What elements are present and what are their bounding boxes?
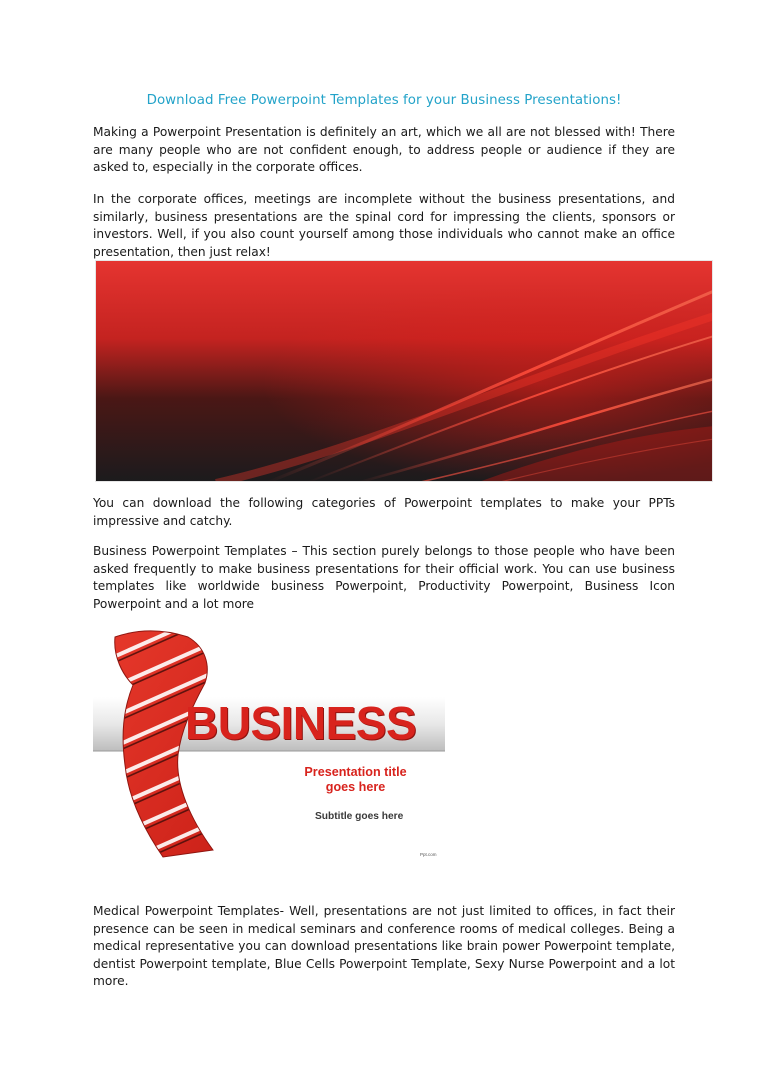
document-title: Download Free Powerpoint Templates for your Business Presentations!	[146, 93, 622, 108]
paragraph-categories: You can download the following categories of Powerpoint templates to make your PPTs impressive and catchy.	[93, 496, 675, 528]
paragraph-corporate: In the corporate offices, meetings are incomplete without the business presentations, and similarly, business presentations are the spinal cord for impressing the clients, sponsors or investors. Well, if you also count yourself among those individuals who cannot make an office presentation, then just relax!	[93, 192, 675, 259]
red-abstract-banner-image	[95, 260, 713, 482]
banner-graphic	[96, 261, 713, 482]
paragraph-intro: Making a Powerpoint Presentation is definitely an art, which we all are not blessed with! There are many people who are not confident enough, to address people or audience if they are asked to, especially in the corporate offices.	[93, 125, 675, 174]
business-heading: BUSINESS	[185, 697, 417, 749]
paragraph-business-templates: Business Powerpoint Templates – This section purely belongs to those people who have been asked frequently to make business presentations for their official work. You can use business templates like worldwide business Powerpoint, Productivity Powerpoint, Business Icon Powerpoint and a lot more	[93, 544, 675, 611]
paragraph-medical-templates: Medical Powerpoint Templates- Well, presentations are not just limited to offices, in fact their presence can be seen in medical seminars and conference rooms of medical colleges. Being a medical representative you can download presentations like brain power Powerpoint template, dentist Powerpoint template, Blue Cells Powerpoint Template, Sexy Nurse Powerpoint and a lot more.	[93, 904, 675, 988]
image-credit: Ppt.com	[420, 852, 437, 857]
presentation-title-text: Presentation title goes here	[304, 765, 407, 794]
business-template-image	[93, 625, 445, 865]
subtitle-text: Subtitle goes here	[315, 811, 404, 822]
